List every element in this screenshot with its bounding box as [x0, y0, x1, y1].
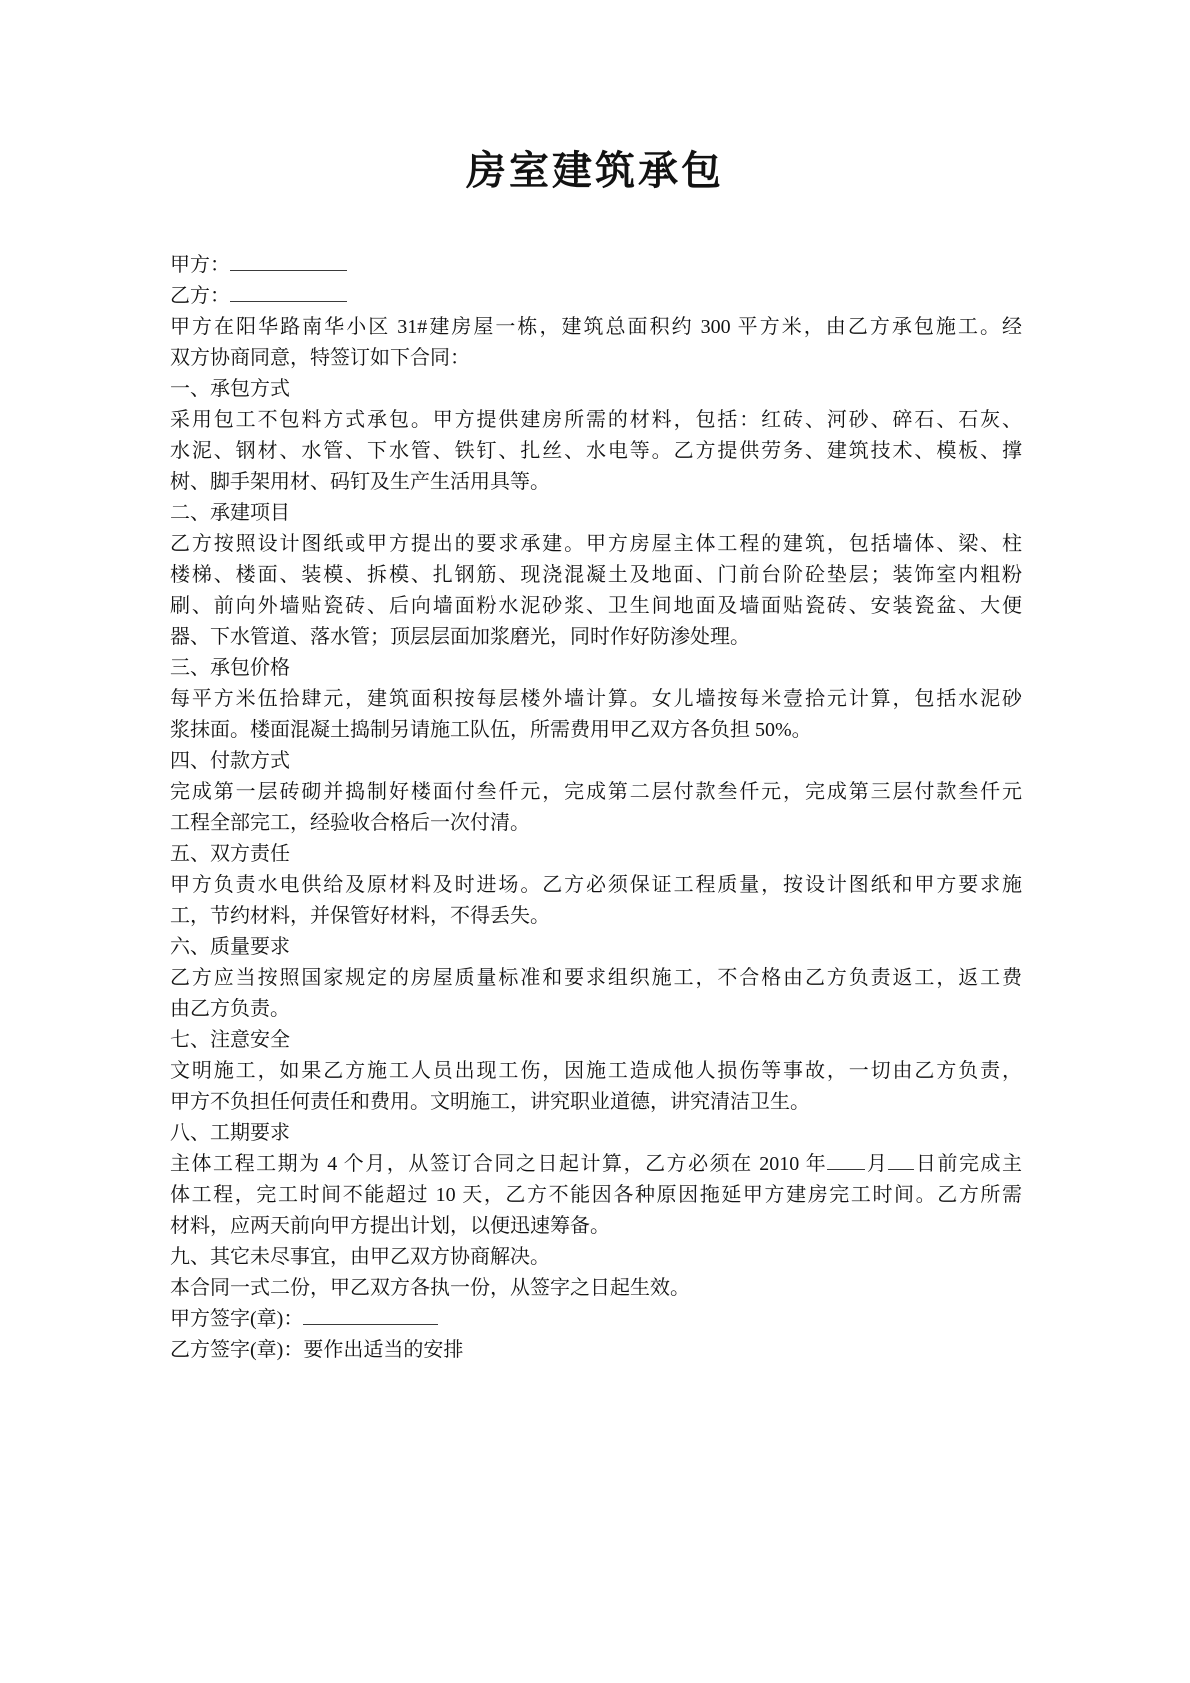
text-line — [170, 312, 1022, 343]
text-line — [170, 250, 1022, 281]
text-line — [170, 1273, 1022, 1304]
text-line — [170, 281, 1022, 312]
text-line — [170, 932, 1022, 963]
text-segment: 九、其它未尽事宜，由甲乙双方协商解决。 — [170, 1246, 550, 1268]
text-segment: 甲方签字(章)： — [170, 1308, 304, 1330]
text-segment: 双方协商同意，特签订如下合同： — [170, 347, 470, 369]
text-line — [170, 529, 1022, 560]
text-segment: 文明施工，如果乙方施工人员出现工伤，因施工造成他人损伤等事故，一切由乙方负责， — [170, 1060, 1022, 1082]
text-segment: 水泥、钢材、水管、下水管、铁钉、扎丝、水电等。乙方提供劳务、建筑技术、模板、撑 — [170, 440, 1022, 462]
blank-underline — [888, 1149, 914, 1170]
text-line — [170, 467, 1022, 498]
text-line — [170, 1211, 1022, 1242]
text-segment: 完成第一层砖砌并捣制好楼面付叁仟元，完成第二层付款叁仟元，完成第三层付款叁仟元 — [170, 781, 1022, 803]
text-line — [170, 622, 1022, 653]
text-segment: 二、承建项目 — [170, 502, 290, 524]
document-body — [170, 250, 1022, 1366]
blank-underline — [230, 250, 347, 271]
text-line — [170, 1056, 1022, 1087]
text-segment: 乙方按照设计图纸或甲方提出的要求承建。甲方房屋主体工程的建筑，包括墙体、梁、柱 — [170, 533, 1022, 555]
blank-underline — [303, 1304, 438, 1325]
text-line — [170, 343, 1022, 374]
text-line — [170, 1087, 1022, 1118]
text-line — [170, 1335, 1022, 1366]
text-line — [170, 715, 1022, 746]
text-segment: 采用包工不包料方式承包。甲方提供建房所需的材料，包括：红砖、河砂、碎石、石灰、 — [170, 409, 1022, 431]
text-segment: 工，节约材料，并保管好材料，不得丢失。 — [170, 905, 550, 927]
text-segment: 一、承包方式 — [170, 378, 290, 400]
text-segment: 浆抹面。楼面混凝土捣制另请施工队伍，所需费用甲乙双方各负担 50%。 — [170, 719, 812, 741]
text-segment: 甲方不负担任何责任和费用。文明施工，讲究职业道德，讲究清洁卫生。 — [170, 1091, 810, 1113]
text-segment: 楼梯、楼面、装模、拆模、扎钢筋、现浇混凝土及地面、门前台阶砼垫层；装饰室内粗粉 — [170, 564, 1022, 586]
text-segment: 乙方应当按照国家规定的房屋质量标准和要求组织施工，不合格由乙方负责返工，返工费 — [170, 967, 1022, 989]
text-segment: 四、付款方式 — [170, 750, 290, 772]
text-segment: 五、双方责任 — [170, 843, 290, 865]
text-line — [170, 963, 1022, 994]
text-line — [170, 498, 1022, 529]
document-title: 房室建筑承包 — [466, 148, 724, 193]
text-line — [170, 436, 1022, 467]
text-line — [170, 1149, 1022, 1180]
text-segment: 三、承包价格 — [170, 657, 290, 679]
text-line — [170, 1118, 1022, 1149]
text-line — [170, 591, 1022, 622]
text-segment: 器、下水管道、落水管；顶层层面加浆磨光，同时作好防渗处理。 — [170, 626, 750, 648]
text-line — [170, 870, 1022, 901]
text-segment: 树、脚手架用材、码钉及生产生活用具等。 — [170, 471, 550, 493]
text-segment: 月 — [865, 1153, 889, 1175]
text-line — [170, 374, 1022, 405]
text-segment: 乙方签字(章)：要作出适当的安排 — [170, 1339, 464, 1361]
text-line — [170, 746, 1022, 777]
text-segment: 主体工程工期为 4 个月，从签订合同之日起计算，乙方必须在 2010 年 — [170, 1153, 828, 1175]
text-segment: 乙方： — [170, 285, 230, 307]
text-line — [170, 1025, 1022, 1056]
blank-underline — [827, 1149, 865, 1170]
text-segment: 工程全部完工，经验收合格后一次付清。 — [170, 812, 530, 834]
text-line — [170, 653, 1022, 684]
text-line — [170, 405, 1022, 436]
text-segment: 甲方： — [170, 254, 230, 276]
text-segment: 本合同一式二份，甲乙双方各执一份，从签字之日起生效。 — [170, 1277, 690, 1299]
blank-underline — [230, 281, 347, 302]
text-segment: 甲方在阳华路南华小区 31#建房屋一栋，建筑总面积约 300 平方米，由乙方承包施工。经 — [170, 316, 1022, 338]
text-line — [170, 839, 1022, 870]
text-segment: 六、质量要求 — [170, 936, 290, 958]
text-segment: 由乙方负责。 — [170, 998, 290, 1020]
text-line — [170, 684, 1022, 715]
text-line — [170, 901, 1022, 932]
text-segment: 体工程，完工时间不能超过 10 天，乙方不能因各种原因拖延甲方建房完工时间。乙方所需 — [170, 1184, 1022, 1206]
text-segment: 日前完成主 — [914, 1153, 1023, 1175]
text-segment: 刷、前向外墙贴瓷砖、后向墙面粉水泥砂浆、卫生间地面及墙面贴瓷砖、安装瓷盆、大便 — [170, 595, 1022, 617]
text-segment: 七、注意安全 — [170, 1029, 290, 1051]
text-line — [170, 1304, 1022, 1335]
text-line — [170, 1180, 1022, 1211]
text-segment: 材料，应两天前向甲方提出计划，以便迅速筹备。 — [170, 1215, 610, 1237]
text-line — [170, 808, 1022, 839]
text-line — [170, 994, 1022, 1025]
text-line — [170, 777, 1022, 808]
text-line — [170, 560, 1022, 591]
text-segment: 每平方米伍拾肆元，建筑面积按每层楼外墙计算。女儿墙按每米壹拾元计算，包括水泥砂 — [170, 688, 1022, 710]
text-line — [170, 1242, 1022, 1273]
text-segment: 八、工期要求 — [170, 1122, 290, 1144]
text-segment: 甲方负责水电供给及原材料及时进场。乙方必须保证工程质量，按设计图纸和甲方要求施 — [170, 874, 1022, 896]
